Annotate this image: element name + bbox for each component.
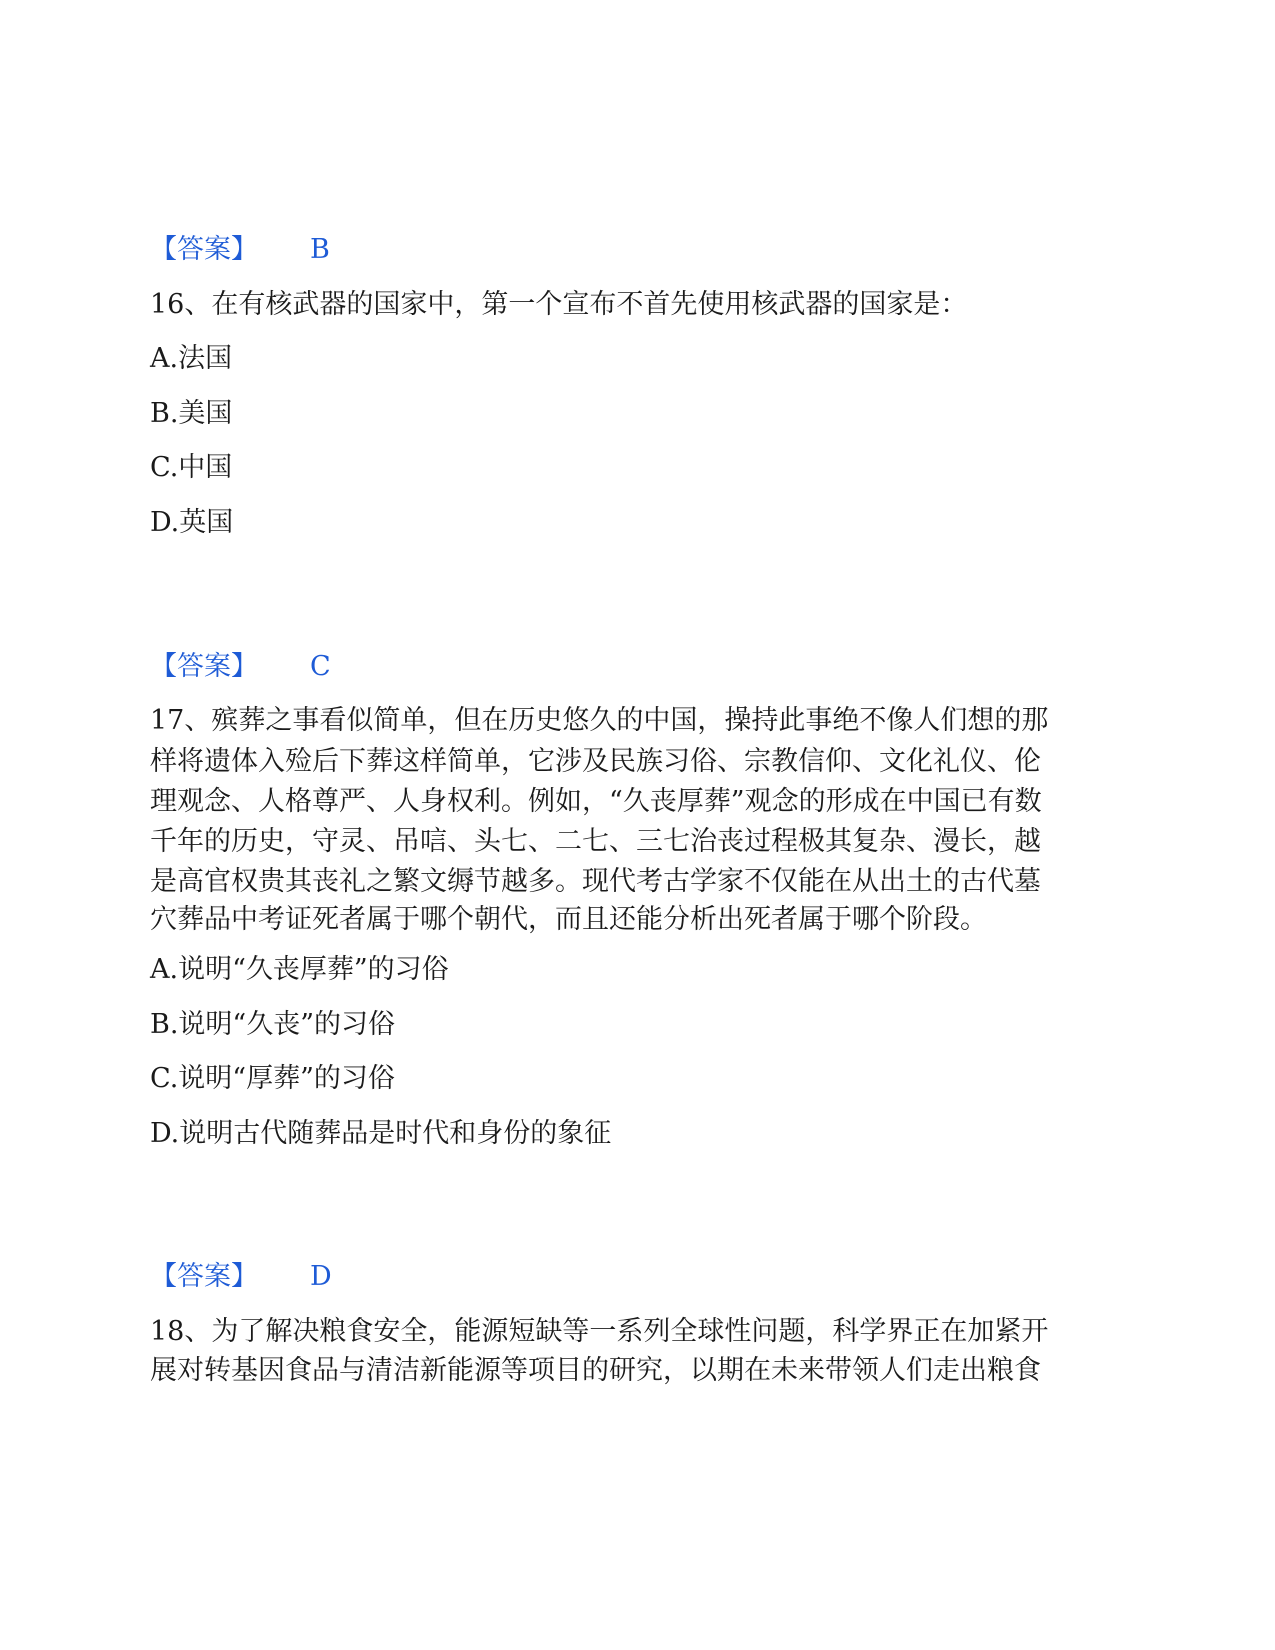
q16-option-c: C.中国 <box>150 452 233 483</box>
q17-line-3: 理观念、人格尊严、人身权利。例如，“久丧厚葬”观念的形成在中国已有数 <box>150 786 1042 817</box>
q16-option-d: D.英国 <box>150 507 234 538</box>
q17-line-4: 千年的历史，守灵、吊唁、头七、二七、三七治丧过程极其复杂、漫长，越 <box>150 826 1041 857</box>
q18-line-1: 18、为了解决粮食安全，能源短缺等一系列全球性问题，科学界正在加紧开 <box>150 1316 1049 1347</box>
q16-option-a: A.法国 <box>150 343 233 374</box>
q17-line-6: 穴葬品中考证死者属于哪个朝代，而且还能分析出死者属于哪个阶段。 <box>150 904 987 935</box>
answer-value: C <box>310 651 331 682</box>
q17-option-a: A.说明“久丧厚葬”的习俗 <box>150 954 449 985</box>
answer-label: 【答案】 <box>150 1261 258 1292</box>
answer-value: B <box>310 234 330 265</box>
answer-label: 【答案】 <box>150 651 258 682</box>
question-16-text: 16、在有核武器的国家中，第一个宣布不首先使用核武器的国家是： <box>150 289 968 320</box>
q16-option-b: B.美国 <box>150 398 233 429</box>
answer-line <box>150 647 331 687</box>
q17-option-c: C.说明“厚葬”的习俗 <box>150 1063 395 1094</box>
q17-line-2: 样将遗体入殓后下葬这样简单，它涉及民族习俗、宗教信仰、文化礼仪、伦 <box>150 746 1041 777</box>
q17-option-d: D.说明古代随葬品是时代和身份的象征 <box>150 1118 612 1149</box>
q18-line-2: 展对转基因食品与清洁新能源等项目的研究，以期在未来带领人们走出粮食 <box>150 1355 1041 1386</box>
answer-value: D <box>310 1261 332 1292</box>
q17-option-b: B.说明“久丧”的习俗 <box>150 1009 396 1040</box>
answer-line <box>150 230 330 270</box>
answer-line <box>150 1257 332 1297</box>
q17-line-1: 17、殡葬之事看似简单，但在历史悠久的中国，操持此事绝不像人们想的那 <box>150 705 1049 736</box>
answer-label: 【答案】 <box>150 234 258 265</box>
q17-line-5: 是高官权贵其丧礼之繁文缛节越多。现代考古学家不仅能在从出土的古代墓 <box>150 866 1041 897</box>
